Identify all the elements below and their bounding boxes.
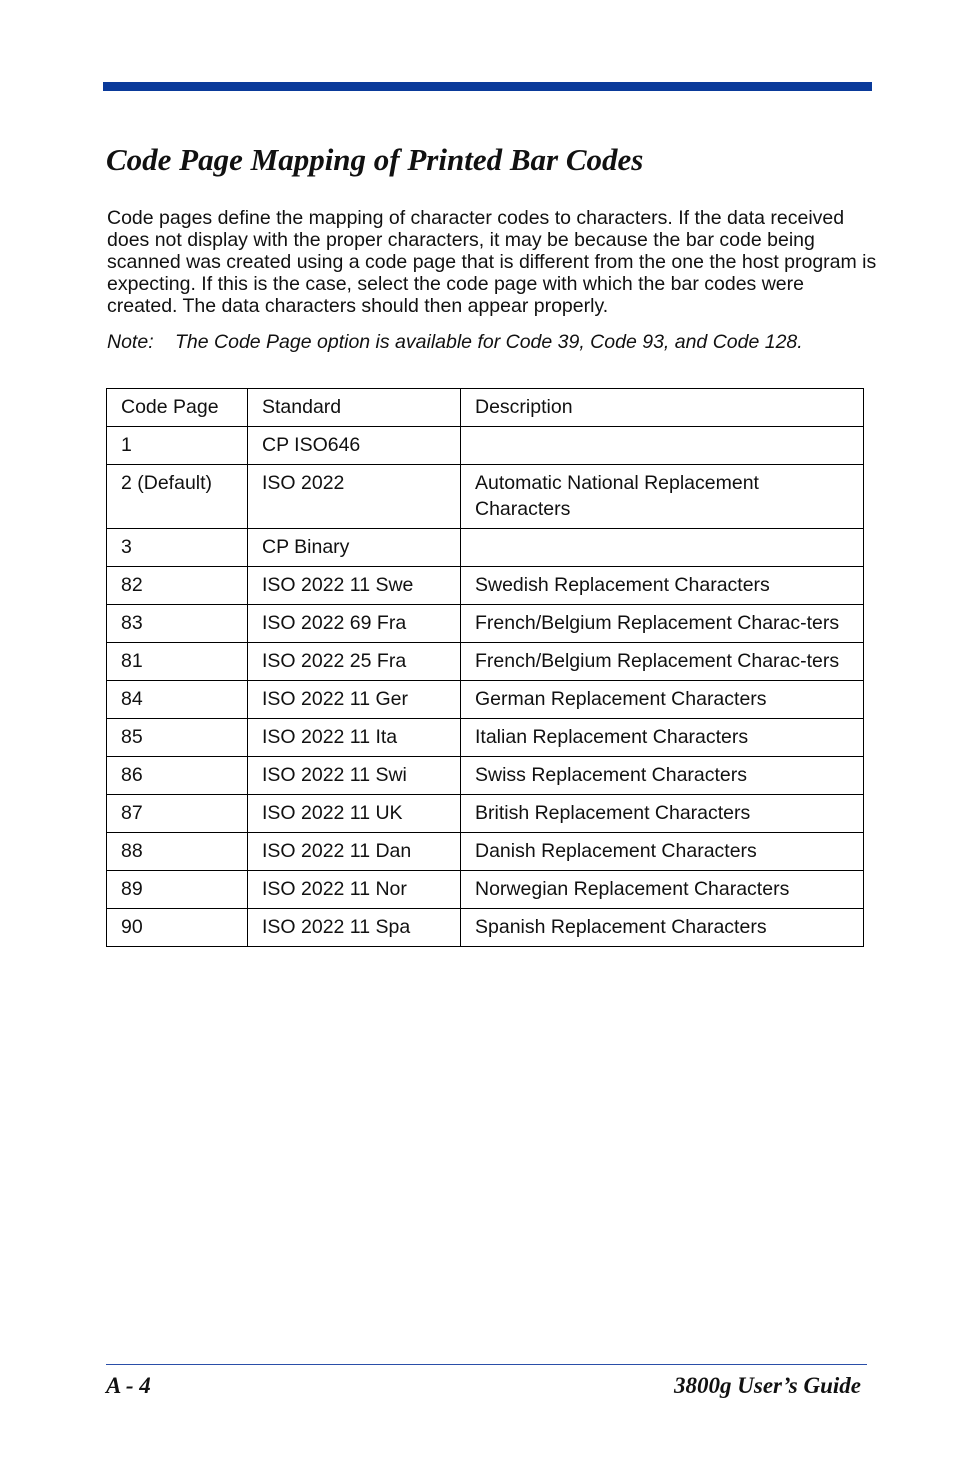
table-row [107, 871, 864, 909]
header-description: Description [461, 389, 864, 427]
note-label: Note: [107, 331, 154, 353]
table-row [107, 427, 864, 465]
cell-code-page: 81 [107, 643, 248, 681]
cell-code-page: 83 [107, 605, 248, 643]
table-row [107, 681, 864, 719]
cell-description: Danish Replacement Characters [461, 833, 864, 871]
cell-description: French/Belgium Replacement Charac-ters [461, 605, 864, 643]
cell-code-page: 88 [107, 833, 248, 871]
cell-code-page: 87 [107, 795, 248, 833]
note-text: The Code Page option is available for Code 39, Code 93, and Code 128. [175, 331, 803, 353]
cell-standard: ISO 2022 11 Ger [248, 681, 461, 719]
cell-standard: ISO 2022 11 Swi [248, 757, 461, 795]
intro-paragraph: Code pages define the mapping of character codes to characters. If the data received does not display with the proper characters, it may be because the bar code being scanned was created using a code page that is different from the one the host program is expecting. If this is the case, select the code page with which the bar codes were created. The data characters should then appear properly. [107, 207, 877, 317]
cell-standard: ISO 2022 69 Fra [248, 605, 461, 643]
cell-code-page: 82 [107, 567, 248, 605]
cell-code-page: 86 [107, 757, 248, 795]
cell-description: Swedish Replacement Characters [461, 567, 864, 605]
cell-code-page: 90 [107, 909, 248, 947]
cell-standard: ISO 2022 11 Dan [248, 833, 461, 871]
table-row [107, 757, 864, 795]
cell-standard: ISO 2022 11 Nor [248, 871, 461, 909]
cell-code-page: 85 [107, 719, 248, 757]
cell-description: British Replacement Characters [461, 795, 864, 833]
footer-page-number: A - 4 [106, 1373, 151, 1398]
cell-standard: CP ISO646 [248, 427, 461, 465]
cell-description [461, 427, 864, 465]
cell-description: Swiss Replacement Characters [461, 757, 864, 795]
cell-standard: ISO 2022 [248, 465, 461, 529]
cell-description: German Replacement Characters [461, 681, 864, 719]
cell-code-page: 89 [107, 871, 248, 909]
header-code-page: Code Page [107, 389, 248, 427]
table-row [107, 529, 864, 567]
table-row [107, 795, 864, 833]
table-row [107, 643, 864, 681]
cell-standard: ISO 2022 11 UK [248, 795, 461, 833]
cell-description [461, 529, 864, 567]
table-header-row [107, 389, 864, 427]
cell-description: Norwegian Replacement Characters [461, 871, 864, 909]
cell-code-page: 84 [107, 681, 248, 719]
cell-code-page: 2 (Default) [107, 465, 248, 529]
table-row [107, 719, 864, 757]
cell-description: French/Belgium Replacement Charac-ters [461, 643, 864, 681]
code-page-table [106, 388, 864, 947]
cell-description: Italian Replacement Characters [461, 719, 864, 757]
table-row [107, 605, 864, 643]
table-row [107, 909, 864, 947]
table-row [107, 833, 864, 871]
cell-description: Automatic National Replacement Characters [461, 465, 864, 529]
page-title: Code Page Mapping of Printed Bar Codes [106, 142, 644, 177]
header-rule [103, 82, 872, 91]
cell-code-page: 3 [107, 529, 248, 567]
footer-guide-title: 3800g User’s Guide [674, 1373, 861, 1398]
footer-rule [106, 1364, 867, 1365]
cell-code-page: 1 [107, 427, 248, 465]
cell-standard: ISO 2022 11 Spa [248, 909, 461, 947]
cell-description: Spanish Replacement Characters [461, 909, 864, 947]
cell-standard: ISO 2022 11 Ita [248, 719, 461, 757]
note [107, 330, 803, 354]
cell-standard: CP Binary [248, 529, 461, 567]
cell-standard: ISO 2022 25 Fra [248, 643, 461, 681]
table-row [107, 465, 864, 529]
table-row [107, 567, 864, 605]
header-standard: Standard [248, 389, 461, 427]
cell-standard: ISO 2022 11 Swe [248, 567, 461, 605]
